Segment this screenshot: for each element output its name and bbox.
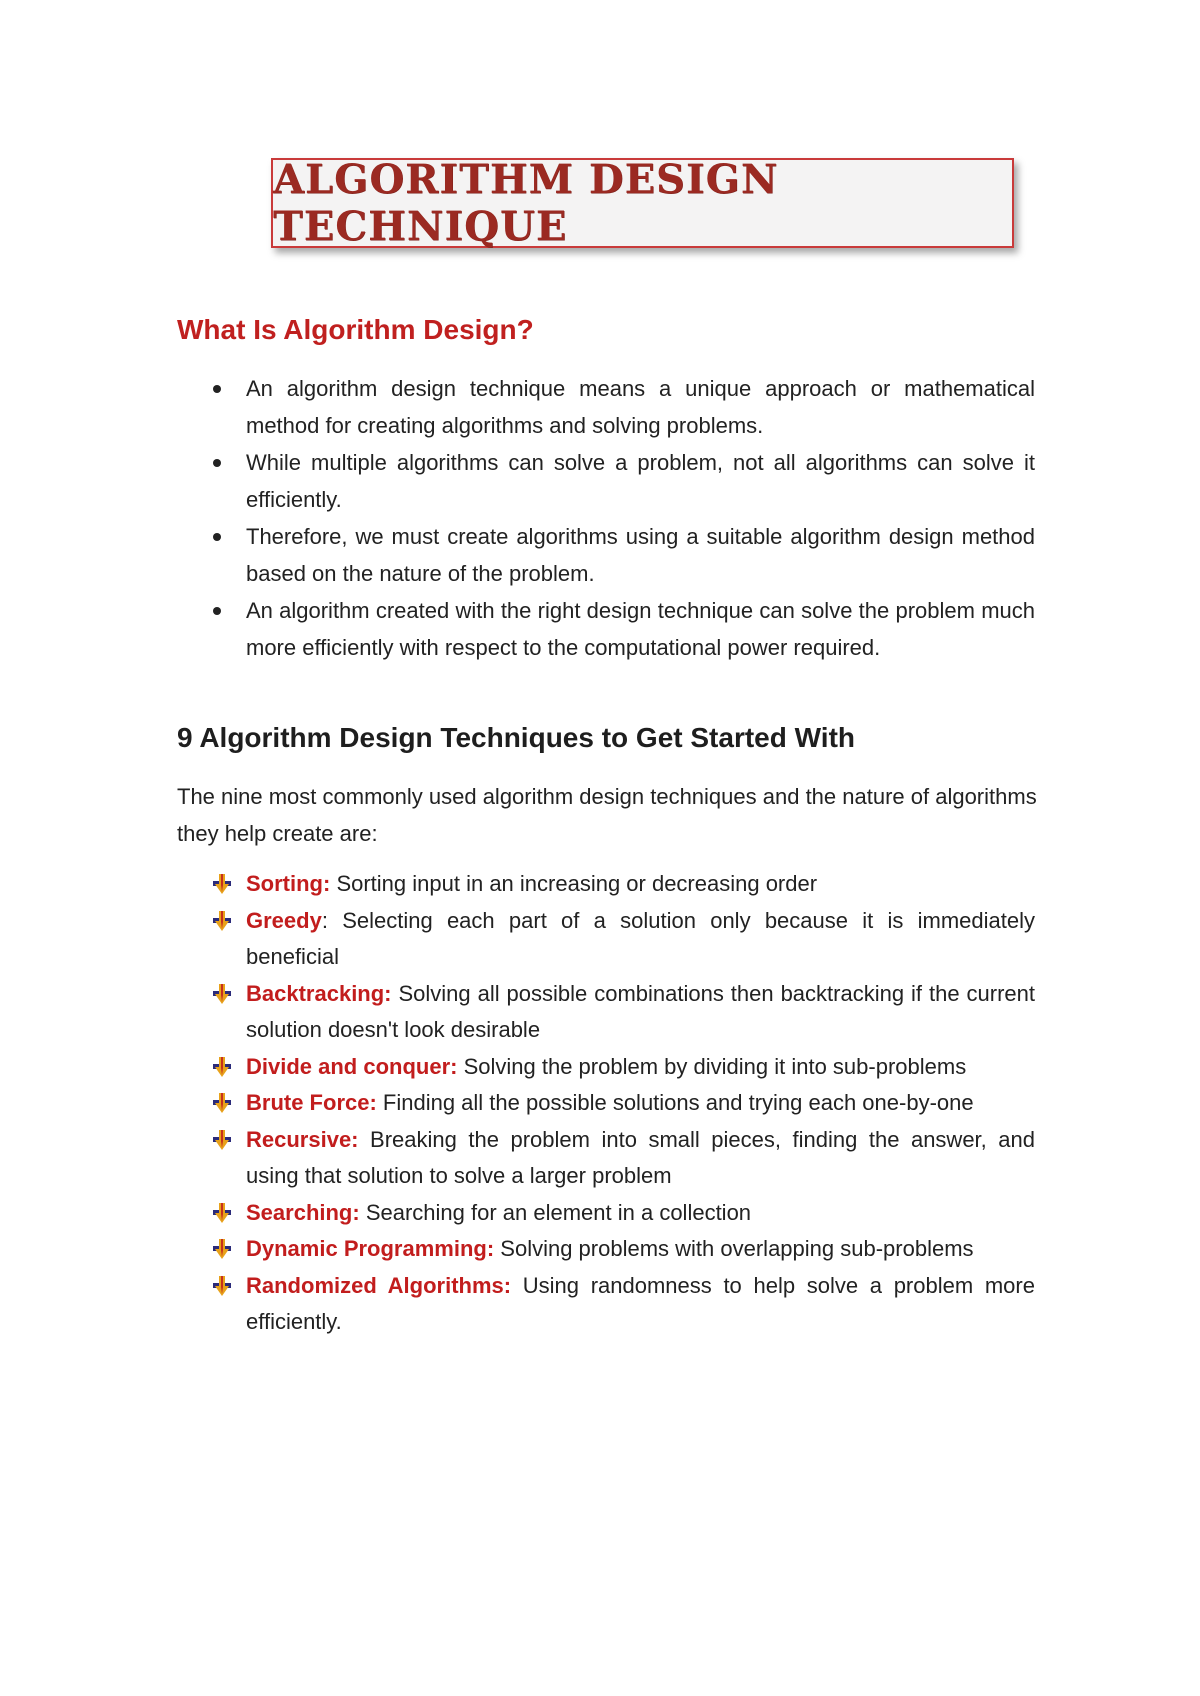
arrow-down-bullet-icon — [210, 1091, 234, 1115]
arrow-down-bullet-icon — [210, 1201, 234, 1225]
technique-item — [210, 1268, 1035, 1341]
technique-name: Greedy — [246, 907, 322, 933]
technique-name: Sorting: — [246, 871, 331, 896]
title-banner — [271, 158, 1014, 248]
arrow-down-bullet-icon — [210, 1237, 234, 1261]
technique-desc: Solving the problem by dividing it into sub-problems — [457, 1053, 967, 1079]
technique-item — [210, 976, 1035, 1049]
technique-name: Randomized Algorithms: — [246, 1272, 512, 1298]
list-item — [210, 370, 1035, 444]
bullet-dot-icon — [213, 533, 221, 541]
techniques-intro: The nine most commonly used algorithm design techniques and the nature of algorithms they help create are: — [177, 784, 1037, 846]
section-heading-what-is: What Is Algorithm Design? — [177, 314, 534, 345]
bullet-text: An algorithm created with the right design technique can solve the problem much more efficiently with respect to the computational power required. — [246, 598, 1035, 660]
technique-item — [210, 1231, 1035, 1268]
arrow-down-bullet-icon — [210, 1128, 234, 1152]
definition-bullet-list — [210, 370, 1035, 666]
techniques-list — [210, 866, 1035, 1341]
technique-item — [210, 866, 1035, 903]
technique-name: Divide and conquer: — [246, 1053, 458, 1079]
bullet-text: Therefore, we must create algorithms using a suitable algorithm design method based on the nature of the problem. — [246, 524, 1035, 586]
list-item — [210, 592, 1035, 666]
technique-desc: Searching for an element in a collection — [359, 1199, 752, 1225]
bullet-text: An algorithm design technique means a unique approach or mathematical method for creating algorithms and solving problems. — [246, 376, 1035, 438]
bullet-dot-icon — [213, 459, 221, 467]
technique-name: Brute Force: — [246, 1090, 377, 1115]
bullet-dot-icon — [213, 385, 221, 393]
technique-desc: Using randomness to help solve a problem more efficiently. — [246, 1272, 1035, 1334]
technique-item — [210, 1085, 1035, 1122]
technique-desc: Solving problems with overlapping sub-problems — [494, 1236, 974, 1261]
list-item — [210, 518, 1035, 592]
bullet-text: While multiple algorithms can solve a problem, not all algorithms can solve it efficiently. — [246, 450, 1035, 512]
technique-name: Dynamic Programming: — [246, 1236, 495, 1261]
section-heading-techniques: 9 Algorithm Design Techniques to Get Started With — [177, 722, 856, 753]
document-title: ALGORITHM DESIGN TECHNIQUE — [273, 156, 779, 250]
technique-item — [210, 1122, 1035, 1195]
technique-desc: Breaking the problem into small pieces, finding the answer, and using that solution to solve a larger problem — [246, 1126, 1035, 1188]
arrow-down-bullet-icon — [210, 1274, 234, 1298]
arrow-down-bullet-icon — [210, 1055, 234, 1079]
technique-name: Backtracking: — [246, 980, 392, 1006]
bullet-dot-icon — [213, 607, 221, 615]
technique-name: Recursive: — [246, 1126, 359, 1152]
technique-desc: : Selecting each part of a solution only because it is immediately beneficial — [246, 907, 1035, 969]
technique-item — [210, 1049, 1035, 1086]
arrow-down-bullet-icon — [210, 909, 234, 933]
technique-name: Searching: — [246, 1199, 360, 1225]
technique-item — [210, 1195, 1035, 1232]
technique-desc: Sorting input in an increasing or decreasing order — [330, 871, 818, 896]
technique-item — [210, 903, 1035, 976]
technique-desc: Solving all possible combinations then backtracking if the current solution doesn't look desirable — [246, 980, 1035, 1042]
arrow-down-bullet-icon — [210, 872, 234, 896]
arrow-down-bullet-icon — [210, 982, 234, 1006]
list-item — [210, 444, 1035, 518]
technique-desc: Finding all the possible solutions and trying each one-by-one — [376, 1090, 974, 1115]
